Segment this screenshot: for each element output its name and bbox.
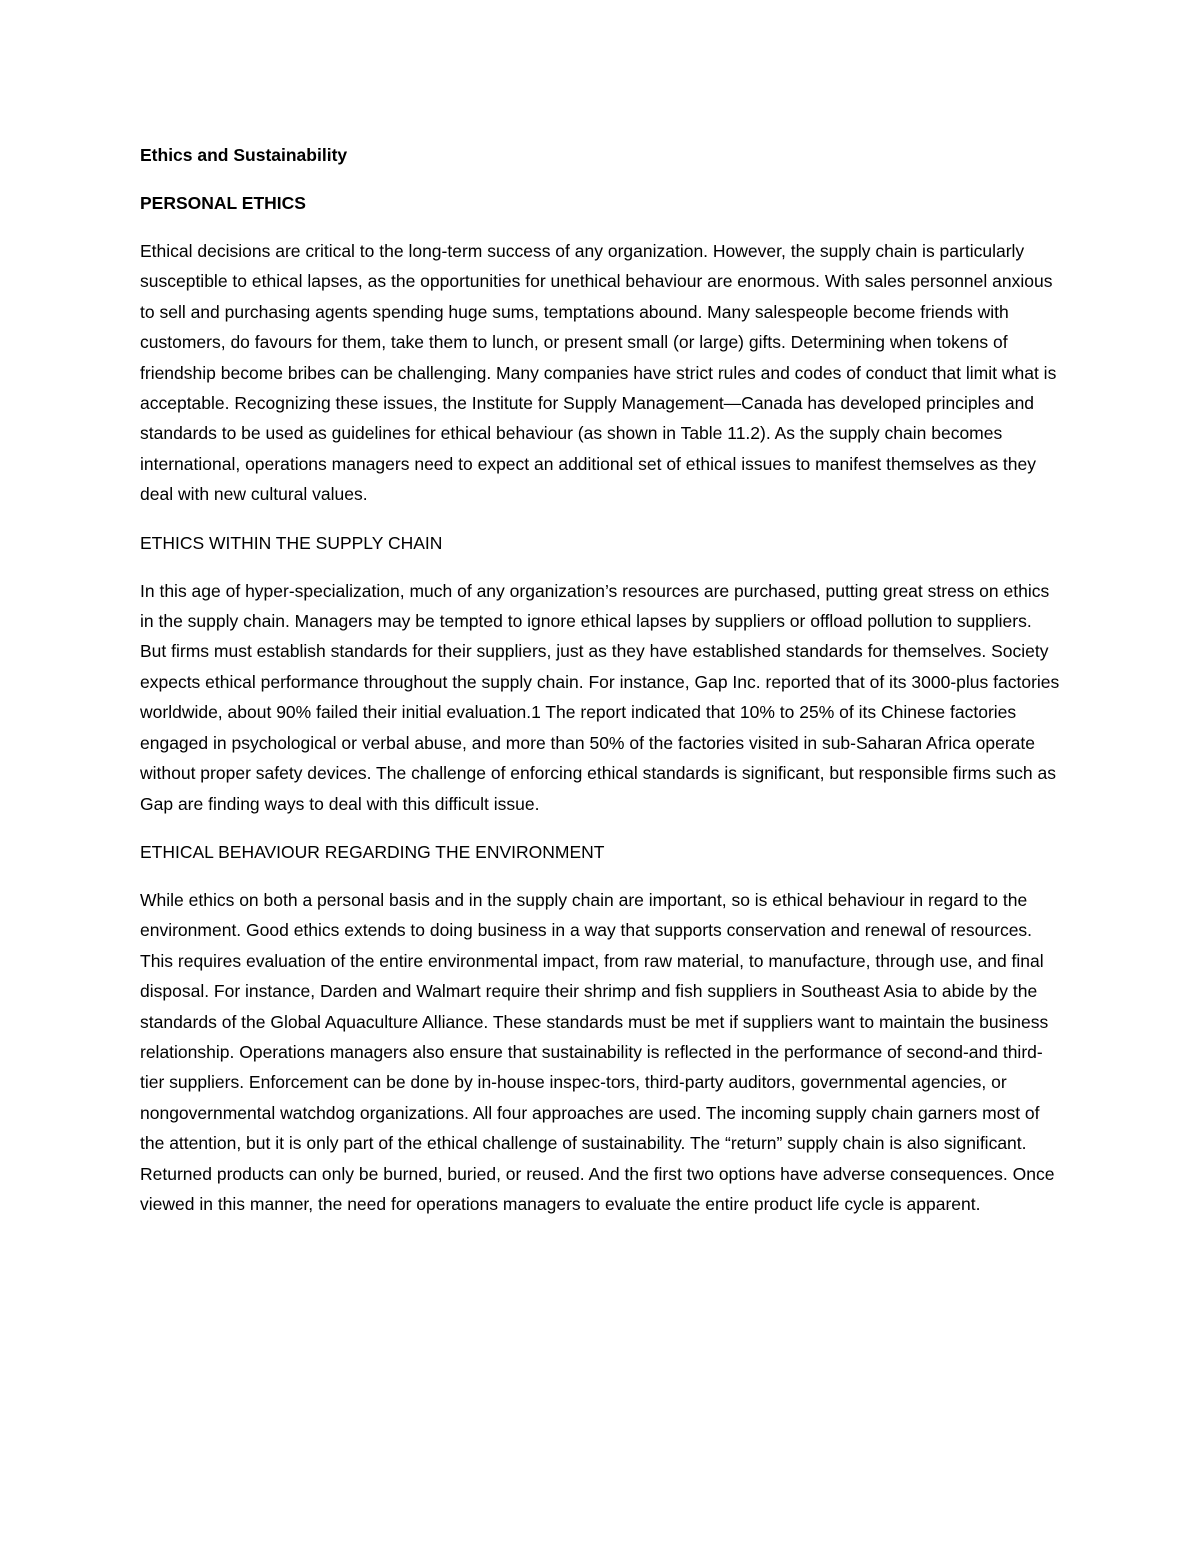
section-heading-environment-ethics: ETHICAL BEHAVIOUR REGARDING THE ENVIRONMENT — [140, 841, 605, 862]
document-title: Ethics and Sustainability — [140, 145, 348, 165]
paragraph-supply-chain-ethics: In this age of hyper-specialization, much of any organization’s resources are purchased, putting great stress on ethics in the supply chain. Managers may be tempted to ignore ethical lapses by suppliers or offload pollution to suppliers. But firms must establish standards for their suppliers, just as they have established standards for themselves. Society expects ethical performance throughout the supply chain. For instance, Gap Inc. reported that of its 3000-plus factories worldwide, about 90% failed their initial evaluation.1 The report indicated that 10% to 25% of its Chinese factories engaged in psychological or verbal abuse, and more than 50% of the factories visited in sub-Saharan Africa operate without proper safety devices. The challenge of enforcing ethical standards is significant, but responsible firms such as Gap are finding ways to deal with this difficult issue. — [140, 580, 1060, 814]
document-page — [140, 140, 1060, 1237]
section-heading-personal-ethics: PERSONAL ETHICS — [140, 193, 306, 213]
paragraph-personal-ethics: Ethical decisions are critical to the long-term success of any organization. However, the supply chain is particularly susceptible to ethical lapses, as the opportunities for unethical behaviour are enormous. With sales personnel anxious to sell and purchasing agents spending huge sums, temptations abound. Many salespeople become friends with customers, do favours for them, take them to lunch, or present small (or large) gifts. Determining when tokens of friendship become bribes can be challenging. Many companies have strict rules and codes of conduct that limit what is acceptable. Recognizing these issues, the Institute for Supply Management—Canada has developed principles and standards to be used as guidelines for ethical behaviour (as shown in Table 11.2). As the supply chain becomes international, operations managers need to expect an additional set of ethical issues to manifest themselves as they deal with new cultural values. — [140, 241, 1057, 505]
section-heading-supply-chain-ethics: ETHICS WITHIN THE SUPPLY CHAIN — [140, 532, 443, 553]
paragraph-environment-ethics: While ethics on both a personal basis and in the supply chain are important, so is ethical behaviour in regard to the environment. Good ethics extends to doing business in a way that supports conservation and renewal of resources. This requires evaluation of the entire environmental impact, from raw material, to manufacture, through use, and final disposal. For instance, Darden and Walmart require their shrimp and fish suppliers in Southeast Asia to abide by the standards of the Global Aquaculture Alliance. These standards must be met if suppliers want to maintain the business relationship. Operations managers also ensure that sustainability is reflected in the performance of second-and third-tier suppliers. Enforcement can be done by in-house inspec-tors, third-party auditors, governmental agencies, or nongovernmental watchdog organizations. All four approaches are used. The incoming supply chain garners most of the attention, but it is only part of the ethical challenge of sustainability. The “return” supply chain is also significant. Returned products can only be burned, buried, or reused. And the first two options have adverse consequences. Once viewed in this manner, the need for operations managers to evaluate the entire product life cycle is apparent. — [140, 889, 1055, 1214]
